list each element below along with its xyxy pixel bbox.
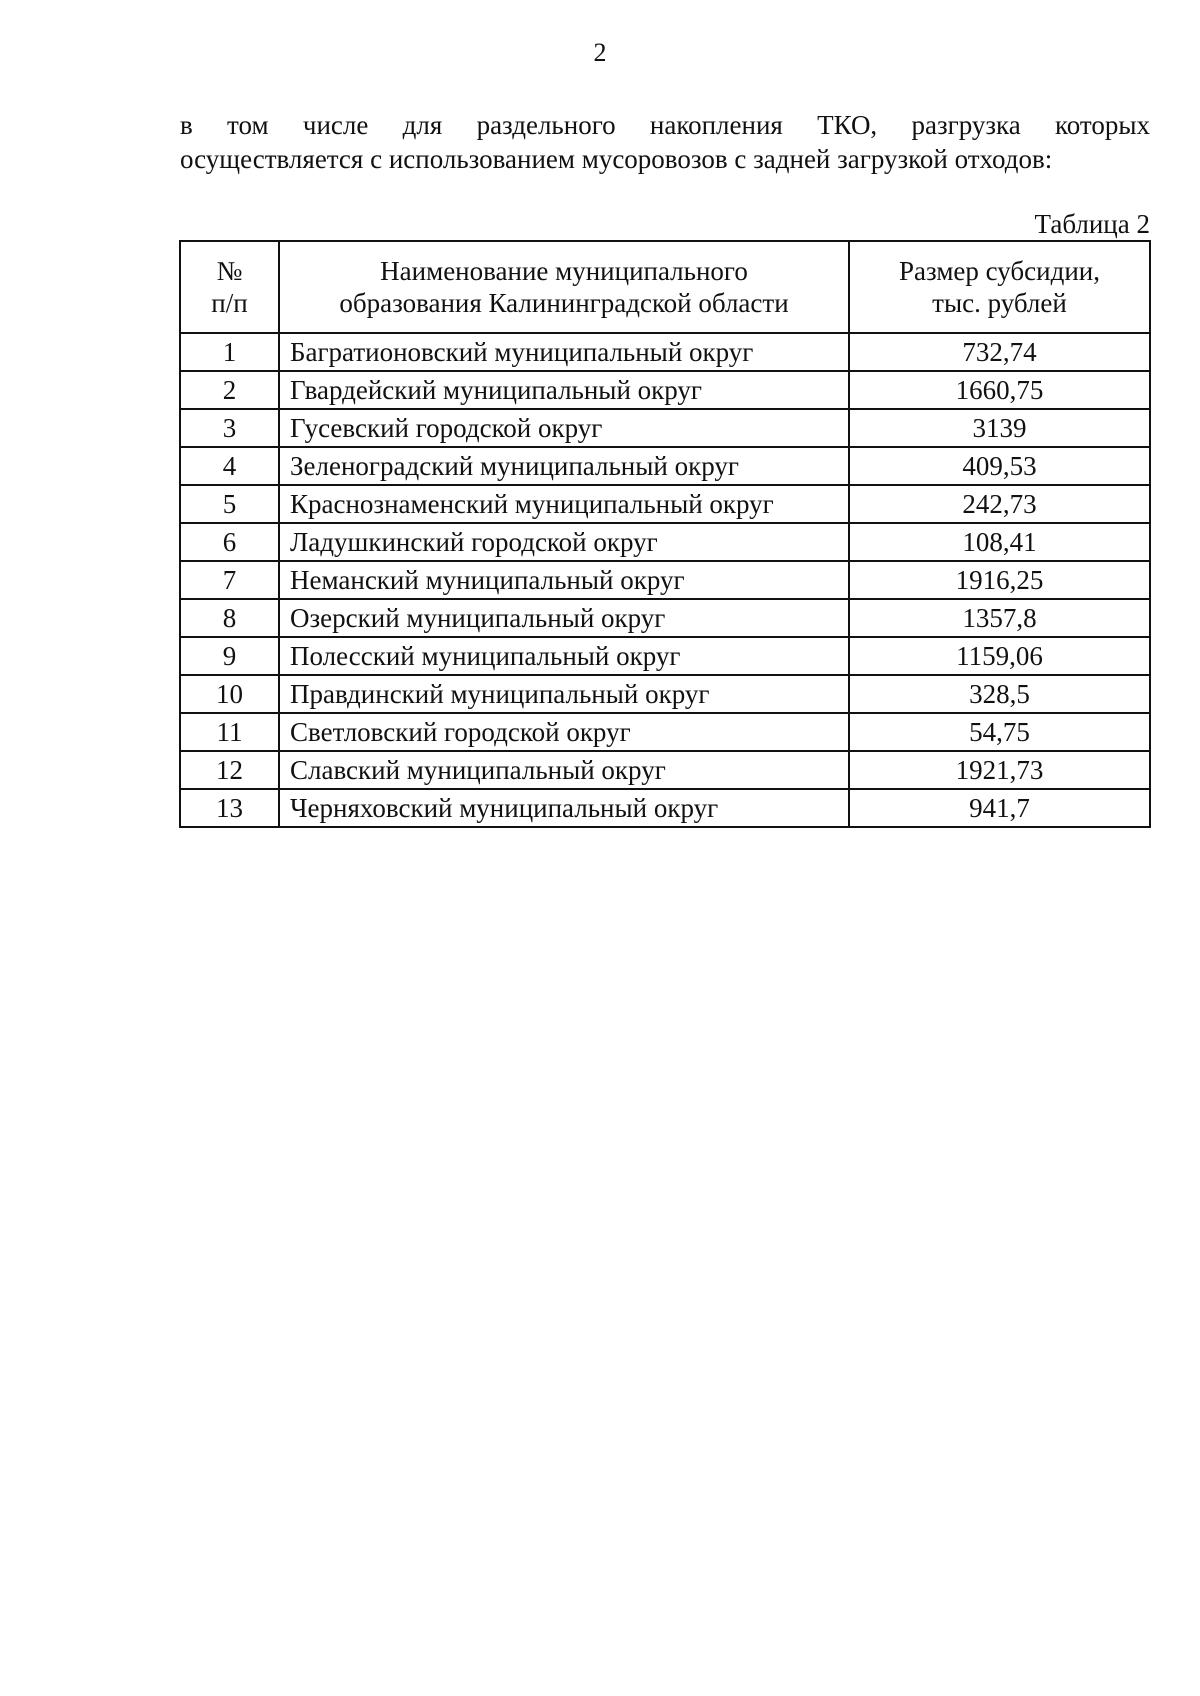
municipality-name: Краснознаменский муниципальный округ bbox=[279, 485, 849, 523]
table-header-row bbox=[180, 241, 1150, 333]
municipality-name: Светловский городской округ bbox=[279, 713, 849, 751]
row-number: 10 bbox=[180, 675, 279, 713]
row-number: 4 bbox=[180, 447, 279, 485]
intro-word: ТКО, bbox=[817, 110, 878, 140]
table-row bbox=[180, 561, 1150, 599]
municipality-name: Полесский муниципальный округ bbox=[279, 637, 849, 675]
municipality-name: Гусевский городской округ bbox=[279, 409, 849, 447]
header-name-line: Наименование муниципального bbox=[380, 256, 748, 286]
municipality-name: Ладушкинский городской округ bbox=[279, 523, 849, 561]
intro-line-1 bbox=[180, 108, 1150, 142]
subsidy-amount: 1159,06 bbox=[849, 637, 1150, 675]
table-row bbox=[180, 485, 1150, 523]
table-row bbox=[180, 371, 1150, 409]
municipality-name: Правдинский муниципальный округ bbox=[279, 675, 849, 713]
row-number: 6 bbox=[180, 523, 279, 561]
intro-word: числе bbox=[302, 110, 369, 140]
municipality-name: Славский муниципальный округ bbox=[279, 751, 849, 789]
intro-paragraph bbox=[180, 108, 1150, 176]
row-number: 11 bbox=[180, 713, 279, 751]
page-number: 2 bbox=[593, 38, 607, 67]
intro-word: разгрузка bbox=[911, 110, 1021, 140]
intro-word: для bbox=[402, 110, 443, 140]
subsidy-amount: 409,53 bbox=[849, 447, 1150, 485]
row-number: 12 bbox=[180, 751, 279, 789]
subsidy-amount: 108,41 bbox=[849, 523, 1150, 561]
header-name bbox=[279, 241, 849, 333]
table-row bbox=[180, 789, 1150, 827]
municipality-name: Озерский муниципальный округ bbox=[279, 599, 849, 637]
table-row bbox=[180, 637, 1150, 675]
subsidy-amount: 54,75 bbox=[849, 713, 1150, 751]
row-number: 9 bbox=[180, 637, 279, 675]
intro-line-2: осуществляется с использованием мусоровозов с задней загрузкой отходов: bbox=[180, 144, 1053, 174]
intro-word: том bbox=[227, 110, 269, 140]
table-row bbox=[180, 523, 1150, 561]
row-number: 2 bbox=[180, 371, 279, 409]
row-number: 5 bbox=[180, 485, 279, 523]
table-row bbox=[180, 599, 1150, 637]
subsidy-amount: 941,7 bbox=[849, 789, 1150, 827]
intro-word: в bbox=[180, 110, 193, 140]
municipality-name: Неманский муниципальный округ bbox=[279, 561, 849, 599]
table-row bbox=[180, 409, 1150, 447]
header-num-line: п/п bbox=[211, 288, 248, 318]
municipality-name: Зеленоградский муниципальный округ bbox=[279, 447, 849, 485]
intro-word: накопления bbox=[649, 110, 783, 140]
header-name-line: образования Калининградской области bbox=[339, 288, 789, 318]
table-caption: Таблица 2 bbox=[1034, 209, 1150, 239]
row-number: 1 bbox=[180, 333, 279, 371]
header-amount-line: Размер субсидии, bbox=[899, 256, 1100, 286]
row-number: 3 bbox=[180, 409, 279, 447]
subsidy-amount: 1916,25 bbox=[849, 561, 1150, 599]
municipality-name: Черняховский муниципальный округ bbox=[279, 789, 849, 827]
subsidy-amount: 732,74 bbox=[849, 333, 1150, 371]
row-number: 8 bbox=[180, 599, 279, 637]
table-row bbox=[180, 333, 1150, 371]
row-number: 7 bbox=[180, 561, 279, 599]
table-row bbox=[180, 751, 1150, 789]
header-num-line: № bbox=[216, 256, 243, 286]
subsidy-amount: 1921,73 bbox=[849, 751, 1150, 789]
table-row bbox=[180, 713, 1150, 751]
table-row bbox=[180, 447, 1150, 485]
row-number: 13 bbox=[180, 789, 279, 827]
subsidy-amount: 242,73 bbox=[849, 485, 1150, 523]
subsidy-table bbox=[179, 240, 1151, 828]
municipality-name: Багратионовский муниципальный округ bbox=[279, 333, 849, 371]
intro-word: которых bbox=[1055, 110, 1150, 140]
intro-word: раздельного bbox=[476, 110, 616, 140]
table-body bbox=[180, 333, 1150, 827]
subsidy-amount: 328,5 bbox=[849, 675, 1150, 713]
subsidy-amount: 1357,8 bbox=[849, 599, 1150, 637]
header-num bbox=[180, 241, 279, 333]
subsidy-amount: 1660,75 bbox=[849, 371, 1150, 409]
municipality-name: Гвардейский муниципальный округ bbox=[279, 371, 849, 409]
table-row bbox=[180, 675, 1150, 713]
subsidy-amount: 3139 bbox=[849, 409, 1150, 447]
header-amount-line: тыс. рублей bbox=[932, 288, 1067, 318]
header-amount bbox=[849, 241, 1150, 333]
